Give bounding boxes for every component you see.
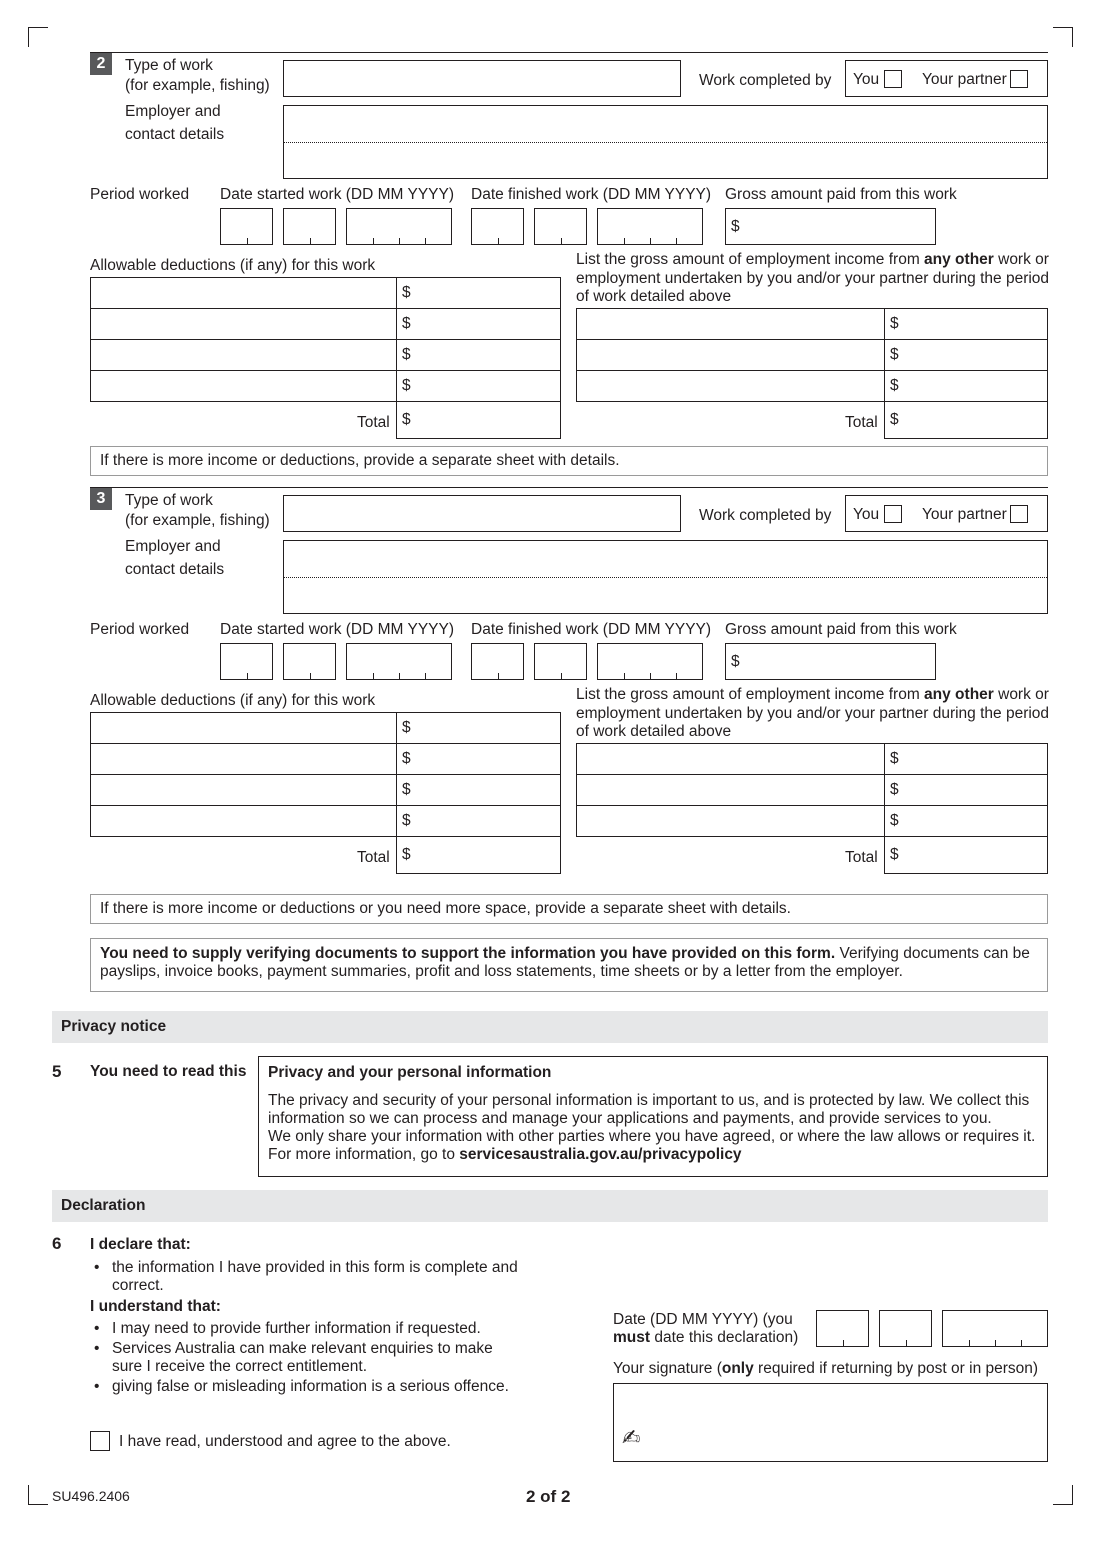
other-income-amount-input[interactable]: $ [884,774,1048,806]
agree-checkbox[interactable] [90,1431,110,1451]
other-income-description-input[interactable] [576,308,885,340]
deduction-description-input[interactable] [90,805,397,837]
date-finished-label: Date finished work (DD MM YYYY) [471,621,712,638]
other-income-amount-input[interactable]: $ [884,370,1048,402]
finish-month-input[interactable] [534,643,587,680]
work-completed-by-group [845,60,1048,97]
employer-label-line2: contact details [125,561,225,578]
type-of-work-label: Type of work [125,492,213,509]
deduction-amount-input[interactable]: $ [396,339,561,371]
privacy-info-box: Privacy and your personal information The privacy and security of your personal information is important to us, and is protected by law. We collect this information so we can process and manage your applications and payments, and provide services to you. We only share your information with other parties where you have agreed, or where the law allows or requires it. For more information, go to servicesaustralia.gov.au/privacypolicy [258,1056,1048,1177]
deduction-description-input[interactable] [90,339,397,371]
declaration-date-label: Date (DD MM YYYY) (you [613,1311,793,1328]
section-number-badge: 3 [90,488,112,510]
other-income-label: List the gross amount of employment income from any other work or [576,686,1049,703]
start-day-input[interactable] [220,208,273,245]
deduction-amount-input[interactable]: $ [396,370,561,402]
you-label: You [853,506,880,523]
gross-amount-label: Gross amount paid from this work [725,621,957,638]
other-income-description-input[interactable] [576,743,885,775]
signature-field[interactable] [613,1383,1048,1462]
type-of-work-example: (for example, fishing) [125,512,270,529]
partner-checkbox[interactable] [1010,505,1028,523]
partner-checkbox[interactable] [1010,70,1028,88]
work-completed-by-label: Work completed by [699,507,832,524]
gross-amount-input[interactable]: $ [725,208,936,245]
deduction-amount-input[interactable]: $ [396,308,561,340]
employer-details-input[interactable] [283,105,1048,179]
deduction-amount-input[interactable]: $ [396,805,561,837]
signature-label: Your signature (only required if returning by post or in person) [613,1360,1039,1377]
declaration-band: Declaration [52,1190,1048,1222]
separate-sheet-note: If there is more income or deductions or you need more space, provide a separate sheet with details. [90,894,1048,924]
crop-mark [28,1485,29,1505]
work-section-3 [0,435,1100,925]
other-income-description-input[interactable] [576,370,885,402]
you-label: You [853,71,880,88]
other-income-total-label: Total [845,414,878,431]
question-number: 5 [52,1062,62,1081]
deduction-description-input[interactable] [90,712,397,744]
list-item: • Services Australia can make relevant enquiries to make sure I receive the correct entitlement. [94,1340,493,1375]
employer-details-input[interactable] [283,540,1048,614]
finish-month-input[interactable] [534,208,587,245]
you-checkbox[interactable] [884,505,902,523]
period-worked-label: Period worked [90,186,190,203]
employer-label: Employer and [125,103,221,120]
deductions-total-label: Total [357,414,390,431]
crop-mark [28,1504,48,1505]
finish-year-input[interactable] [597,208,703,245]
type-of-work-input[interactable] [283,60,681,97]
other-income-label-line3: of work detailed above [576,723,732,740]
deduction-description-input[interactable] [90,774,397,806]
deduction-description-input[interactable] [90,308,397,340]
other-income-amount-input[interactable]: $ [884,805,1048,837]
type-of-work-label: Type of work [125,57,213,74]
other-income-total-input[interactable]: $ [884,401,1048,439]
other-income-amount-input[interactable]: $ [884,308,1048,340]
start-year-input[interactable] [346,208,452,245]
deduction-description-input[interactable] [90,743,397,775]
type-of-work-input[interactable] [283,495,681,532]
page-number: 2 of 2 [526,1487,571,1506]
section-number-badge: 2 [90,53,112,75]
declare-heading: I declare that: [90,1236,191,1253]
period-worked-label: Period worked [90,621,190,638]
gross-amount-input[interactable]: $ [725,643,936,680]
other-income-label: List the gross amount of employment income from any other work or [576,251,1049,268]
partner-label: Your partner [922,506,1007,523]
other-income-amount-input[interactable]: $ [884,339,1048,371]
deduction-amount-input[interactable]: $ [396,712,561,744]
privacy-policy-link[interactable]: servicesaustralia.gov.au/privacypolicy [459,1146,742,1163]
employer-label: Employer and [125,538,221,555]
other-income-label-line2: employment undertaken by you and/or your partner during the period [576,270,1050,287]
finish-year-input[interactable] [597,643,703,680]
deductions-total-input[interactable]: $ [396,401,561,439]
other-income-total-label: Total [845,849,878,866]
other-income-label-line3: of work detailed above [576,288,732,305]
finish-day-input[interactable] [471,643,524,680]
privacy-box-title: Privacy and your personal information [268,1064,552,1081]
gross-amount-label: Gross amount paid from this work [725,186,957,203]
deduction-amount-input[interactable]: $ [396,774,561,806]
deduction-amount-input[interactable]: $ [396,277,561,309]
start-day-input[interactable] [220,643,273,680]
deductions-label: Allowable deductions (if any) for this work [90,692,376,709]
form-code: SU496.2406 [52,1488,130,1504]
agree-label: I have read, understood and agree to the above. [119,1433,451,1450]
partner-label: Your partner [922,71,1007,88]
other-income-description-input[interactable] [576,805,885,837]
other-income-amount-input[interactable]: $ [884,743,1048,775]
deduction-description-input[interactable] [90,277,397,309]
understand-heading: I understand that: [90,1298,221,1315]
other-income-label-line2: employment undertaken by you and/or your partner during the period [576,705,1050,722]
declaration-date-label-line2: must date this declaration) [613,1329,799,1346]
deduction-description-input[interactable] [90,370,397,402]
declaration-year-input[interactable] [942,1310,1048,1347]
date-started-label: Date started work (DD MM YYYY) [220,621,454,638]
date-finished-label: Date finished work (DD MM YYYY) [471,186,712,203]
separate-sheet-note: If there is more income or deductions, provide a separate sheet with details. [90,446,1048,476]
verifying-documents-note: You need to supply verifying documents to support the information you have provided on this form. Verifying documents can be payslips, invoice books, payment summaries, profit and loss statements, time sheets or by a letter from the employer. [90,938,1048,992]
other-income-description-input[interactable] [576,774,885,806]
start-month-input[interactable] [283,208,336,245]
pen-icon: ✍ [622,1426,641,1451]
list-item: • the information I have provided in this form is complete and correct. [94,1259,518,1294]
work-completed-by-label: Work completed by [699,72,832,89]
date-started-label: Date started work (DD MM YYYY) [220,186,454,203]
question-number: 6 [52,1234,62,1253]
list-item: • giving false or misleading information is a serious offence. [94,1378,509,1395]
declaration-day-input[interactable] [816,1310,869,1347]
privacy-question-label: You need to read this [90,1063,247,1080]
deductions-label: Allowable deductions (if any) for this work [90,257,376,274]
deductions-total-label: Total [357,849,390,866]
type-of-work-example: (for example, fishing) [125,77,270,94]
other-income-description-input[interactable] [576,339,885,371]
crop-mark [1072,1485,1073,1505]
finish-day-input[interactable] [471,208,524,245]
deduction-amount-input[interactable]: $ [396,743,561,775]
declaration-month-input[interactable] [879,1310,932,1347]
work-section-2 [0,0,1100,480]
other-income-total-input[interactable]: $ [884,836,1048,874]
crop-mark [1053,1504,1073,1505]
deductions-total-input[interactable]: $ [396,836,561,874]
declare-list [90,1259,530,1295]
privacy-notice-band: Privacy notice [52,1011,1048,1043]
start-month-input[interactable] [283,643,336,680]
understand-list [90,1320,530,1396]
start-year-input[interactable] [346,643,452,680]
list-item: • I may need to provide further information if requested. [94,1320,481,1337]
work-completed-by-group [845,495,1048,532]
you-checkbox[interactable] [884,70,902,88]
employer-label-line2: contact details [125,126,225,143]
